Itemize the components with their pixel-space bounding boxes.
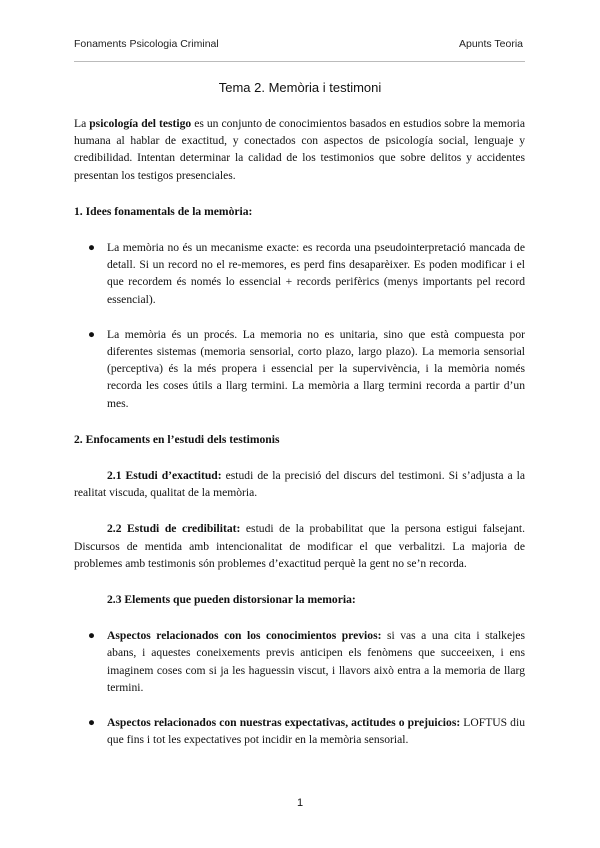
subsection-2-2 (74, 520, 525, 572)
section2-heading: 2. Enfocaments en l’estudi dels testimonis (74, 432, 280, 446)
subsection-2-3-heading: 2.3 Elements que pueden distorsionar la memoria: (107, 593, 356, 607)
page-number: 1 (296, 797, 304, 809)
list-item-label: Aspectos relacionados con los conocimientos previos: (107, 629, 382, 643)
subsection-2-2-label: 2.2 Estudi de credibilitat: (107, 522, 241, 536)
intro-paragraph (74, 115, 525, 184)
bullet-icon: ● (88, 241, 96, 255)
document-body (74, 115, 525, 748)
header-left: Fonaments Psicologia Criminal (74, 38, 219, 50)
list-item-label: Aspectos relacionados con nuestras expectativas, actitudes o prejuicios: (107, 716, 461, 730)
subsection-2-1 (74, 467, 525, 501)
section2-3-list (74, 627, 525, 748)
list-item (74, 239, 525, 308)
list-item-text: La memòria és un procés. La memoria no es unitaria, sino que està compuesta por diferentes sistemas (memoria sensorial, corto plazo, largo plazo). La memoria sensorial (perceptiva) és la més propera i essencial per la supervivència, i la memòria només recorda les coses útils a llarg termini. La memòria a llarg termini recorda a partir d’un mes. (107, 327, 525, 410)
list-item (74, 627, 525, 696)
bullet-icon: ● (88, 327, 96, 341)
list-item (74, 326, 525, 412)
subsection-2-2-text: estudi de la probabilitat que la persona estigui falsejant. Discursos de mentida amb intencionalitat de modificar el que verbalitzi. La majoria de problemes amb testimonis són problemes d’exactitud perquè la gent no se’n recorda. (74, 522, 525, 570)
section1-heading: 1. Idees fonamentals de la memòria: (74, 204, 253, 218)
list-item-text: La memòria no és un mecanisme exacte: es recorda una pseudointerpretació mancada de detall. Si un record no el re-memores, es perd fins desaparèixer. Es poden modificar i el que recordem és només lo essencial + records perifèrics (menys importants pel record essencial). (107, 241, 525, 306)
intro-pre: La (74, 117, 90, 130)
header-right: Apunts Teoria (458, 38, 523, 50)
list-item-text: LOFTUS diu que fins i tot les expectatives pot incidir en la memòria sensorial. (107, 716, 525, 747)
section1-list (74, 239, 525, 412)
subsection-2-1-label: 2.1 Estudi d’exactitud: (107, 469, 222, 483)
list-item-text: si vas a una cita i stalkejes abans, i aquestes coneixements previs anticipen els fenòmens que succeeixen, i ens imaginem coses com si ja les haguessin viscut, i llavors això entra a la memoria de llarg termini. (107, 629, 525, 694)
bullet-icon: ● (88, 629, 96, 643)
bullet-icon: ● (88, 716, 96, 730)
list-item (74, 714, 525, 748)
intro-text: es un conjunto de conocimientos basados en estudios sobre la memoria humana al hablar de exactitud, y conectados con aspectos de psicología social, lenguaje y credibilidad. Intentan determinar la calidad de los testimonios que sobre delitos y accidentes presentan los testigos presenciales. (74, 117, 525, 182)
subsection-2-1-text: estudi de la precisió del discurs del testimoni. Si s’adjusta a la realitat viscuda, qualitat de la memòria. (74, 469, 526, 500)
page-title: Tema 2. Memòria i testimoni (218, 80, 382, 95)
intro-bold-term: psicología del testigo (89, 117, 192, 130)
header-divider (74, 61, 525, 62)
